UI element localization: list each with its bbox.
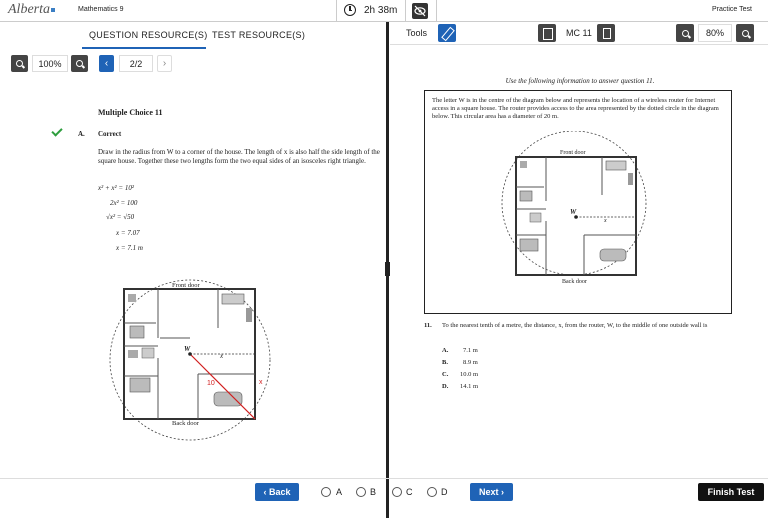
divider [336, 0, 337, 22]
router-label: W [184, 345, 191, 353]
toolbar-rule [390, 44, 768, 45]
router-label: W [570, 208, 577, 216]
math-step: x = 7.1 m [116, 244, 143, 252]
answer-radio-label: D [441, 487, 448, 497]
front-door-label: Front door [560, 150, 586, 156]
zoom-level: 100% [32, 55, 68, 72]
answer-radio-label: A [336, 487, 343, 497]
answer-status: Correct [98, 130, 122, 138]
top-bar [0, 0, 768, 22]
zoom-in-icon [76, 60, 83, 67]
tab-test-resources[interactable]: TEST RESOURCE(S) [212, 30, 306, 40]
question-title: Multiple Choice 11 [98, 108, 163, 117]
bookmark-button[interactable] [597, 24, 615, 42]
front-door-label: Front door [172, 282, 200, 289]
explanation-text: Draw in the radius from W to a corner of the house. The length of x is also half the side length of the square house. Together these two lengths form the two equal sides of an isosceles right triangle. [98, 148, 380, 165]
logo-text: Alberta [8, 2, 50, 17]
alberta-logo [8, 2, 55, 18]
divider [436, 0, 437, 22]
tools-button[interactable] [438, 24, 456, 42]
answer-radio-label: B [370, 487, 377, 497]
active-tab-indicator [82, 47, 206, 49]
chevron-right-icon: › [162, 58, 167, 69]
subject-title: Mathematics 9 [78, 6, 124, 13]
zoom-out-icon [16, 60, 23, 67]
hide-timer-button[interactable] [412, 3, 428, 19]
side-label-red: x [259, 379, 263, 386]
answer-radio-d[interactable] [427, 487, 437, 497]
mode-label: Practice Test [712, 6, 752, 13]
tools-label: Tools [406, 28, 428, 38]
clock-icon [344, 4, 356, 16]
eye-slash-icon [412, 3, 428, 19]
instruction-text: Use the following information to answer question 11. [505, 77, 655, 85]
zoom-in-icon [742, 30, 749, 37]
math-step: 2x² = 100 [110, 199, 138, 207]
option-text: 8.9 m [463, 359, 478, 366]
house-diagram [490, 131, 666, 291]
answer-letter: A. [78, 130, 85, 138]
answer-radio-b[interactable] [356, 487, 366, 497]
zoom-out-icon [682, 30, 689, 37]
footer-rule [0, 478, 768, 479]
checkmark-icon [51, 125, 62, 136]
back-door-label: Back door [172, 420, 199, 427]
next-page-button[interactable] [157, 55, 172, 72]
timer-text: 2h 38m [364, 5, 398, 16]
radius-label: 10 [207, 380, 215, 387]
previous-page-button[interactable] [99, 55, 114, 72]
notes-button[interactable] [538, 24, 556, 42]
math-step: √x² = √50 [106, 213, 135, 221]
option-letter: A. [442, 347, 449, 354]
pane-resize-handle[interactable] [385, 262, 390, 276]
page-indicator: 2/2 [119, 55, 153, 72]
zoom-in-button[interactable] [736, 24, 754, 42]
option-letter: C. [442, 371, 449, 378]
house-diagram-solution [98, 278, 284, 448]
chevron-left-icon: ‹ [104, 58, 109, 69]
side-label: x [604, 218, 607, 224]
back-button[interactable]: ‹ Back [255, 483, 299, 501]
zoom-out-button[interactable] [676, 24, 694, 42]
zoom-out-button[interactable] [11, 55, 28, 72]
zoom-level: 80% [698, 24, 732, 42]
option-text: 14.1 m [460, 383, 479, 390]
question-number: 11. [424, 322, 432, 329]
math-step: x = 7.07 [116, 229, 140, 237]
answer-radio-a[interactable] [321, 487, 331, 497]
tab-question-resources[interactable]: QUESTION RESOURCE(S) [89, 30, 208, 40]
side-label: x [220, 352, 224, 360]
zoom-in-button[interactable] [71, 55, 88, 72]
option-letter: D. [442, 383, 449, 390]
info-text: The letter W is in the centre of the diagram below and represents the location of a wireless router for Internet access in a square house. The router provides access to the area represented by the dotted circle in the diagram below. This circular area has a diameter of 20 m. [432, 97, 719, 120]
option-letter: B. [442, 359, 448, 366]
next-button[interactable]: Next › [470, 483, 513, 501]
divider [405, 0, 406, 22]
back-door-label: Back door [562, 279, 587, 285]
answer-radio-c[interactable] [392, 487, 402, 497]
math-step: x² + x² = 10² [98, 184, 134, 192]
option-text: 10.0 m [460, 371, 479, 378]
option-text: 7.1 m [463, 347, 478, 354]
question-label: MC 11 [566, 28, 592, 38]
finish-test-button[interactable]: Finish Test [698, 483, 764, 501]
answer-radio-label: C [406, 487, 413, 497]
question-text: To the nearest tenth of a metre, the distance, x, from the router, W, to the middle of one outside wall is [442, 322, 708, 329]
